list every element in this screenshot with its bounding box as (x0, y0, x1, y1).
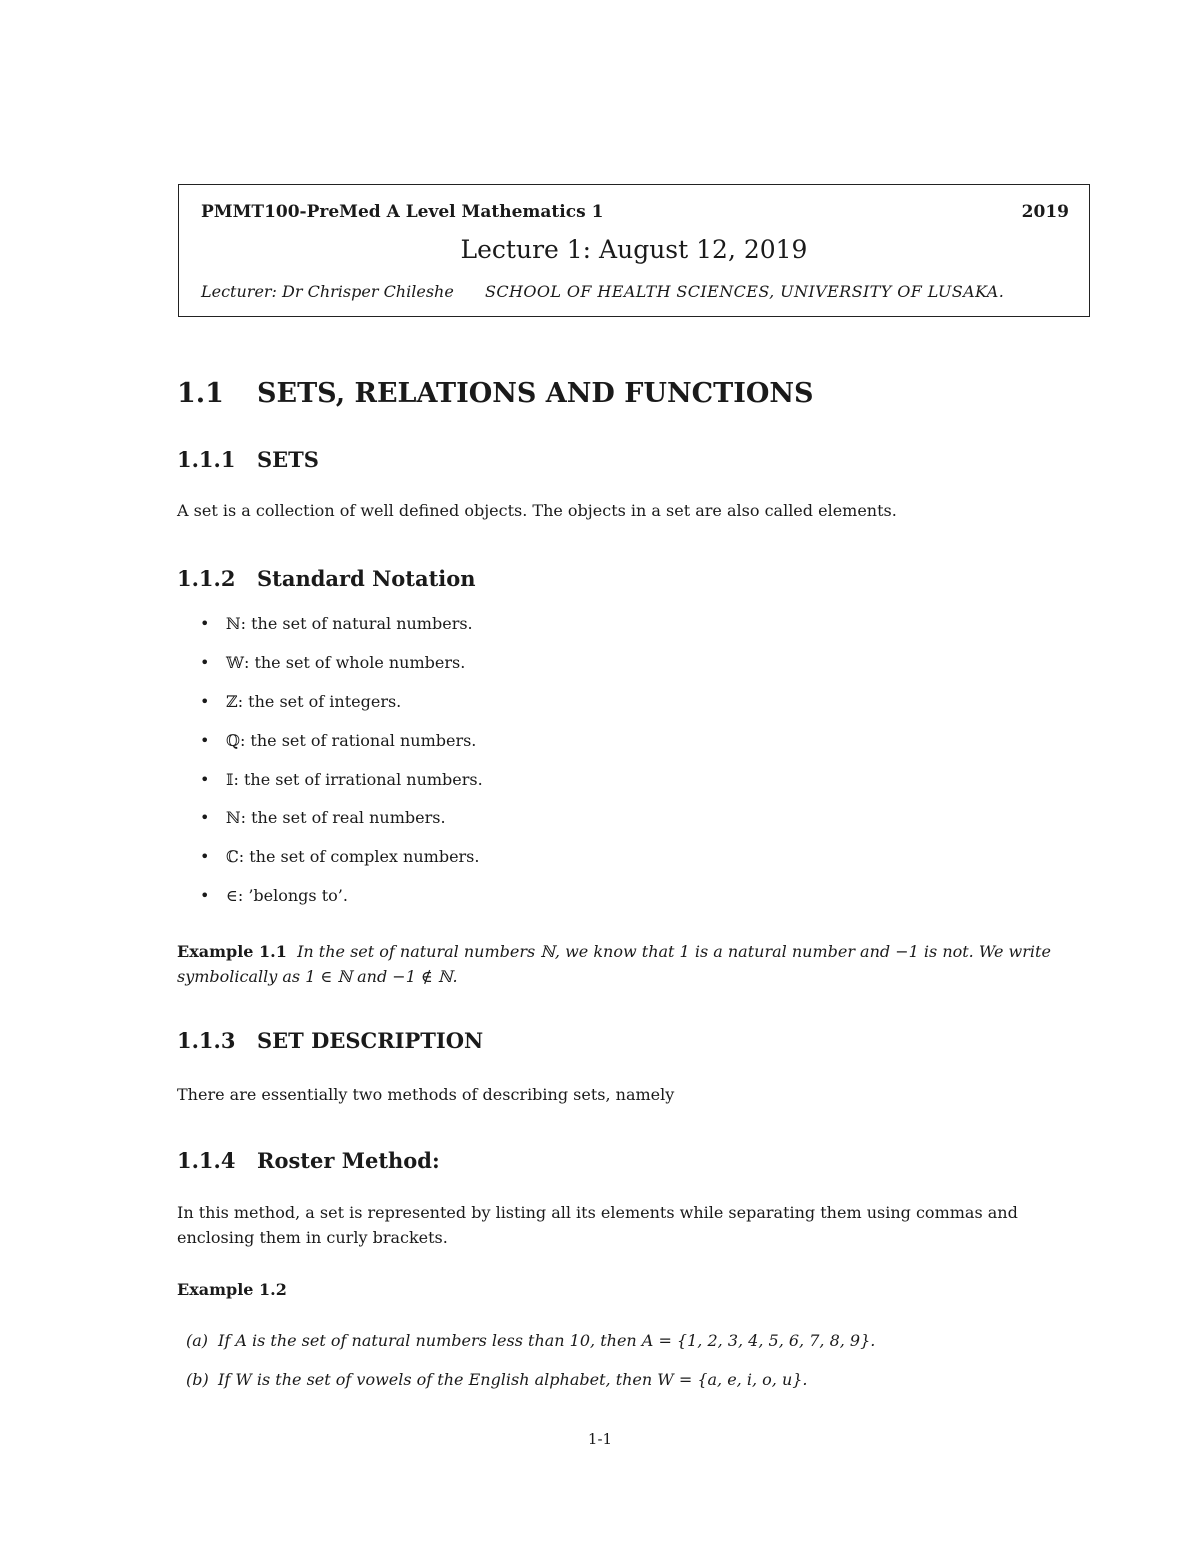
set-symbol: ℂ (226, 847, 239, 867)
list-item (186, 1368, 875, 1407)
list-item-text: : the set of integers. (237, 691, 402, 711)
bullet-icon: • (200, 769, 210, 789)
list-item (200, 651, 483, 690)
notation-list (200, 612, 483, 923)
subsection-heading-roster (177, 1148, 440, 1173)
example-1-2-label: Example 1.2 (177, 1280, 287, 1299)
description-text: There are essentially two methods of describing sets, namely (177, 1085, 675, 1104)
list-item (186, 1329, 875, 1368)
subsection-heading-sets (177, 447, 319, 472)
school-name: SCHOOL OF HEALTH SCIENCES, UNIVERSITY OF LUSAKA. (485, 282, 1005, 301)
set-symbol: ∈ (226, 886, 238, 906)
set-symbol: ℕ (226, 808, 241, 828)
list-item (200, 884, 483, 923)
sets-definition: A set is a collection of well defined objects. The objects in a set are also called elements. (177, 501, 897, 520)
list-item (200, 806, 483, 845)
set-symbol: ℕ (226, 614, 241, 633)
list-item (200, 768, 483, 807)
subsection-title: SET DESCRIPTION (257, 1028, 484, 1053)
section-title: SETS, RELATIONS AND FUNCTIONS (257, 378, 814, 409)
bullet-icon: • (200, 808, 210, 828)
set-symbol: 𝕎 (226, 652, 244, 672)
list-item-text: : the set of natural numbers. (240, 614, 473, 633)
list-item (200, 612, 483, 651)
subsection-number: 1.1.3 (177, 1028, 236, 1053)
roster-text: In this method, a set is represented by listing all its elements while separating them using commas and enclosing them in curly brackets. (177, 1203, 1018, 1247)
lecturer-name: Lecturer: Dr Chrisper Chileshe (201, 282, 454, 301)
item-label: (b) (186, 1370, 209, 1389)
course-year: 2019 (1021, 202, 1069, 222)
bullet-icon: • (200, 614, 210, 633)
set-symbol: ℚ (226, 730, 240, 750)
bullet-icon: • (200, 730, 210, 750)
section-number: 1.1 (177, 378, 224, 409)
subsection-number: 1.1.2 (177, 566, 236, 591)
list-item-text: : the set of whole numbers. (243, 652, 466, 672)
list-item (200, 729, 483, 768)
subsection-title: Standard Notation (257, 566, 476, 591)
item-text: If W is the set of vowels of the English alphabet, then W = {a, e, i, o, u}. (218, 1370, 808, 1389)
bullet-icon: • (200, 691, 210, 711)
bullet-icon: • (200, 652, 210, 672)
item-text: If A is the set of natural numbers less than 10, then A = {1, 2, 3, 4, 5, 6, 7, 8, 9}. (218, 1331, 876, 1350)
list-item (200, 845, 483, 884)
subsection-heading-notation (177, 566, 476, 591)
example-text: In the set of natural numbers ℕ, we know that 1 is a natural number and −1 is not. We write symbolically as 1 ∈ ℕ and −1 ∉ ℕ. (177, 942, 1051, 986)
page-number: 1-1 (587, 1430, 613, 1448)
bullet-icon: • (200, 886, 210, 906)
list-item-text: : the set of complex numbers. (238, 847, 480, 867)
list-item-text: : ’belongs to’. (237, 886, 348, 906)
subsection-number: 1.1.1 (177, 447, 236, 472)
course-title: PMMT100-PreMed A Level Mathematics 1 (201, 202, 604, 222)
lecture-header-box (178, 184, 1090, 317)
subsection-heading-description (177, 1028, 483, 1053)
item-label: (a) (186, 1331, 209, 1350)
list-item-text: : the set of real numbers. (240, 808, 446, 828)
section-heading (177, 378, 814, 409)
set-symbol: 𝕀 (226, 769, 234, 789)
example-label: Example 1.1 (177, 942, 287, 961)
example-1-2-items (186, 1329, 875, 1407)
lecture-title: Lecture 1: August 12, 2019 (460, 235, 808, 264)
list-item (200, 690, 483, 729)
list-item-text: : the set of rational numbers. (239, 730, 477, 750)
subsection-title: SETS (257, 447, 319, 472)
subsection-number: 1.1.4 (177, 1148, 236, 1173)
example-1-1 (177, 939, 1092, 989)
subsection-title: Roster Method: (257, 1148, 440, 1173)
list-item-text: : the set of irrational numbers. (233, 769, 483, 789)
bullet-icon: • (200, 847, 210, 867)
set-symbol: ℤ (226, 691, 238, 711)
